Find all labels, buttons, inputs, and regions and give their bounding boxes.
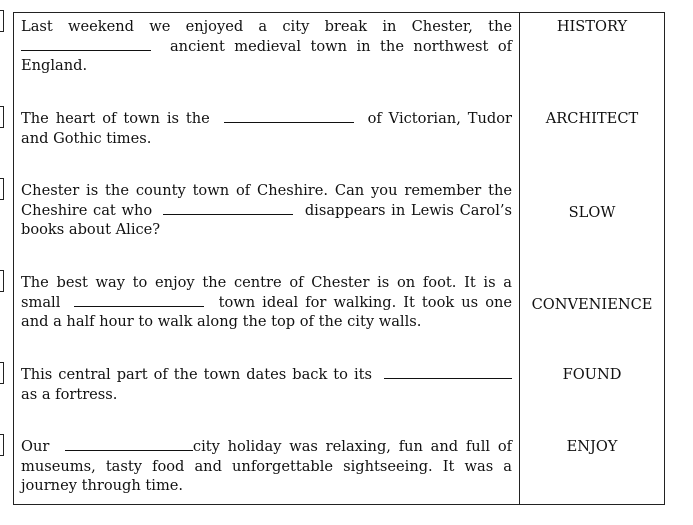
answer-blank[interactable] [74, 294, 204, 307]
sentence-line: museums, tasty food and unforgettable sightseeing. It was a [21, 457, 512, 475]
sentence-line: The best way to enjoy the centre of Chester is on foot. It is a [21, 274, 512, 291]
sentence-text [21, 17, 512, 76]
sentence-text [21, 181, 512, 240]
word-cue: SLOW [568, 204, 616, 221]
answer-blank[interactable] [384, 366, 512, 379]
sentence-text [21, 273, 512, 332]
word-cue: CONVENIENCE [531, 296, 653, 313]
word-cue: HISTORY [556, 18, 628, 35]
sentence-line: small town ideal for walking. It took us one [21, 293, 513, 311]
sentence-line: This central part of the town dates back to its [21, 365, 512, 385]
exercise-table [13, 12, 665, 505]
margin-mark [0, 10, 4, 32]
margin-mark [0, 434, 4, 456]
column-divider [519, 13, 520, 504]
answer-blank[interactable] [65, 438, 193, 451]
sentence-line: England. [21, 57, 88, 75]
margin-mark [0, 362, 4, 384]
word-cue: FOUND [562, 366, 622, 383]
sentence-line: The heart of town is the of Victorian, Tudor [21, 110, 513, 127]
sentence-line: journey through time. [21, 477, 184, 495]
answer-blank[interactable] [21, 38, 151, 51]
margin-mark [0, 178, 4, 200]
sentence-text [21, 365, 512, 404]
sentence-line: and a half hour to walk along the top of the city walls. [21, 313, 422, 331]
sentence-line: Cheshire cat who disappears in Lewis Carol’s [21, 201, 512, 219]
word-cue: ENJOY [566, 438, 618, 455]
sentence-line: Chester is the county town of Cheshire. Can you remember the [21, 182, 512, 199]
sentence-text [21, 109, 512, 148]
sentence-line: as a fortress. [21, 385, 118, 403]
sentence-line: Our city holiday was relaxing, fun and full of [21, 438, 513, 455]
sentence-line: ancient medieval town in the northwest of [21, 37, 512, 57]
margin-mark [0, 270, 4, 292]
sentence-text [21, 437, 512, 496]
sentence-line: books about Alice? [21, 221, 161, 239]
margin-mark [0, 106, 4, 128]
sentence-line: Last weekend we enjoyed a city break in Chester, the [21, 18, 512, 35]
answer-blank[interactable] [163, 202, 293, 215]
answer-blank[interactable] [224, 110, 354, 123]
word-cue: ARCHITECT [545, 110, 639, 127]
sentence-line: and Gothic times. [21, 129, 152, 147]
